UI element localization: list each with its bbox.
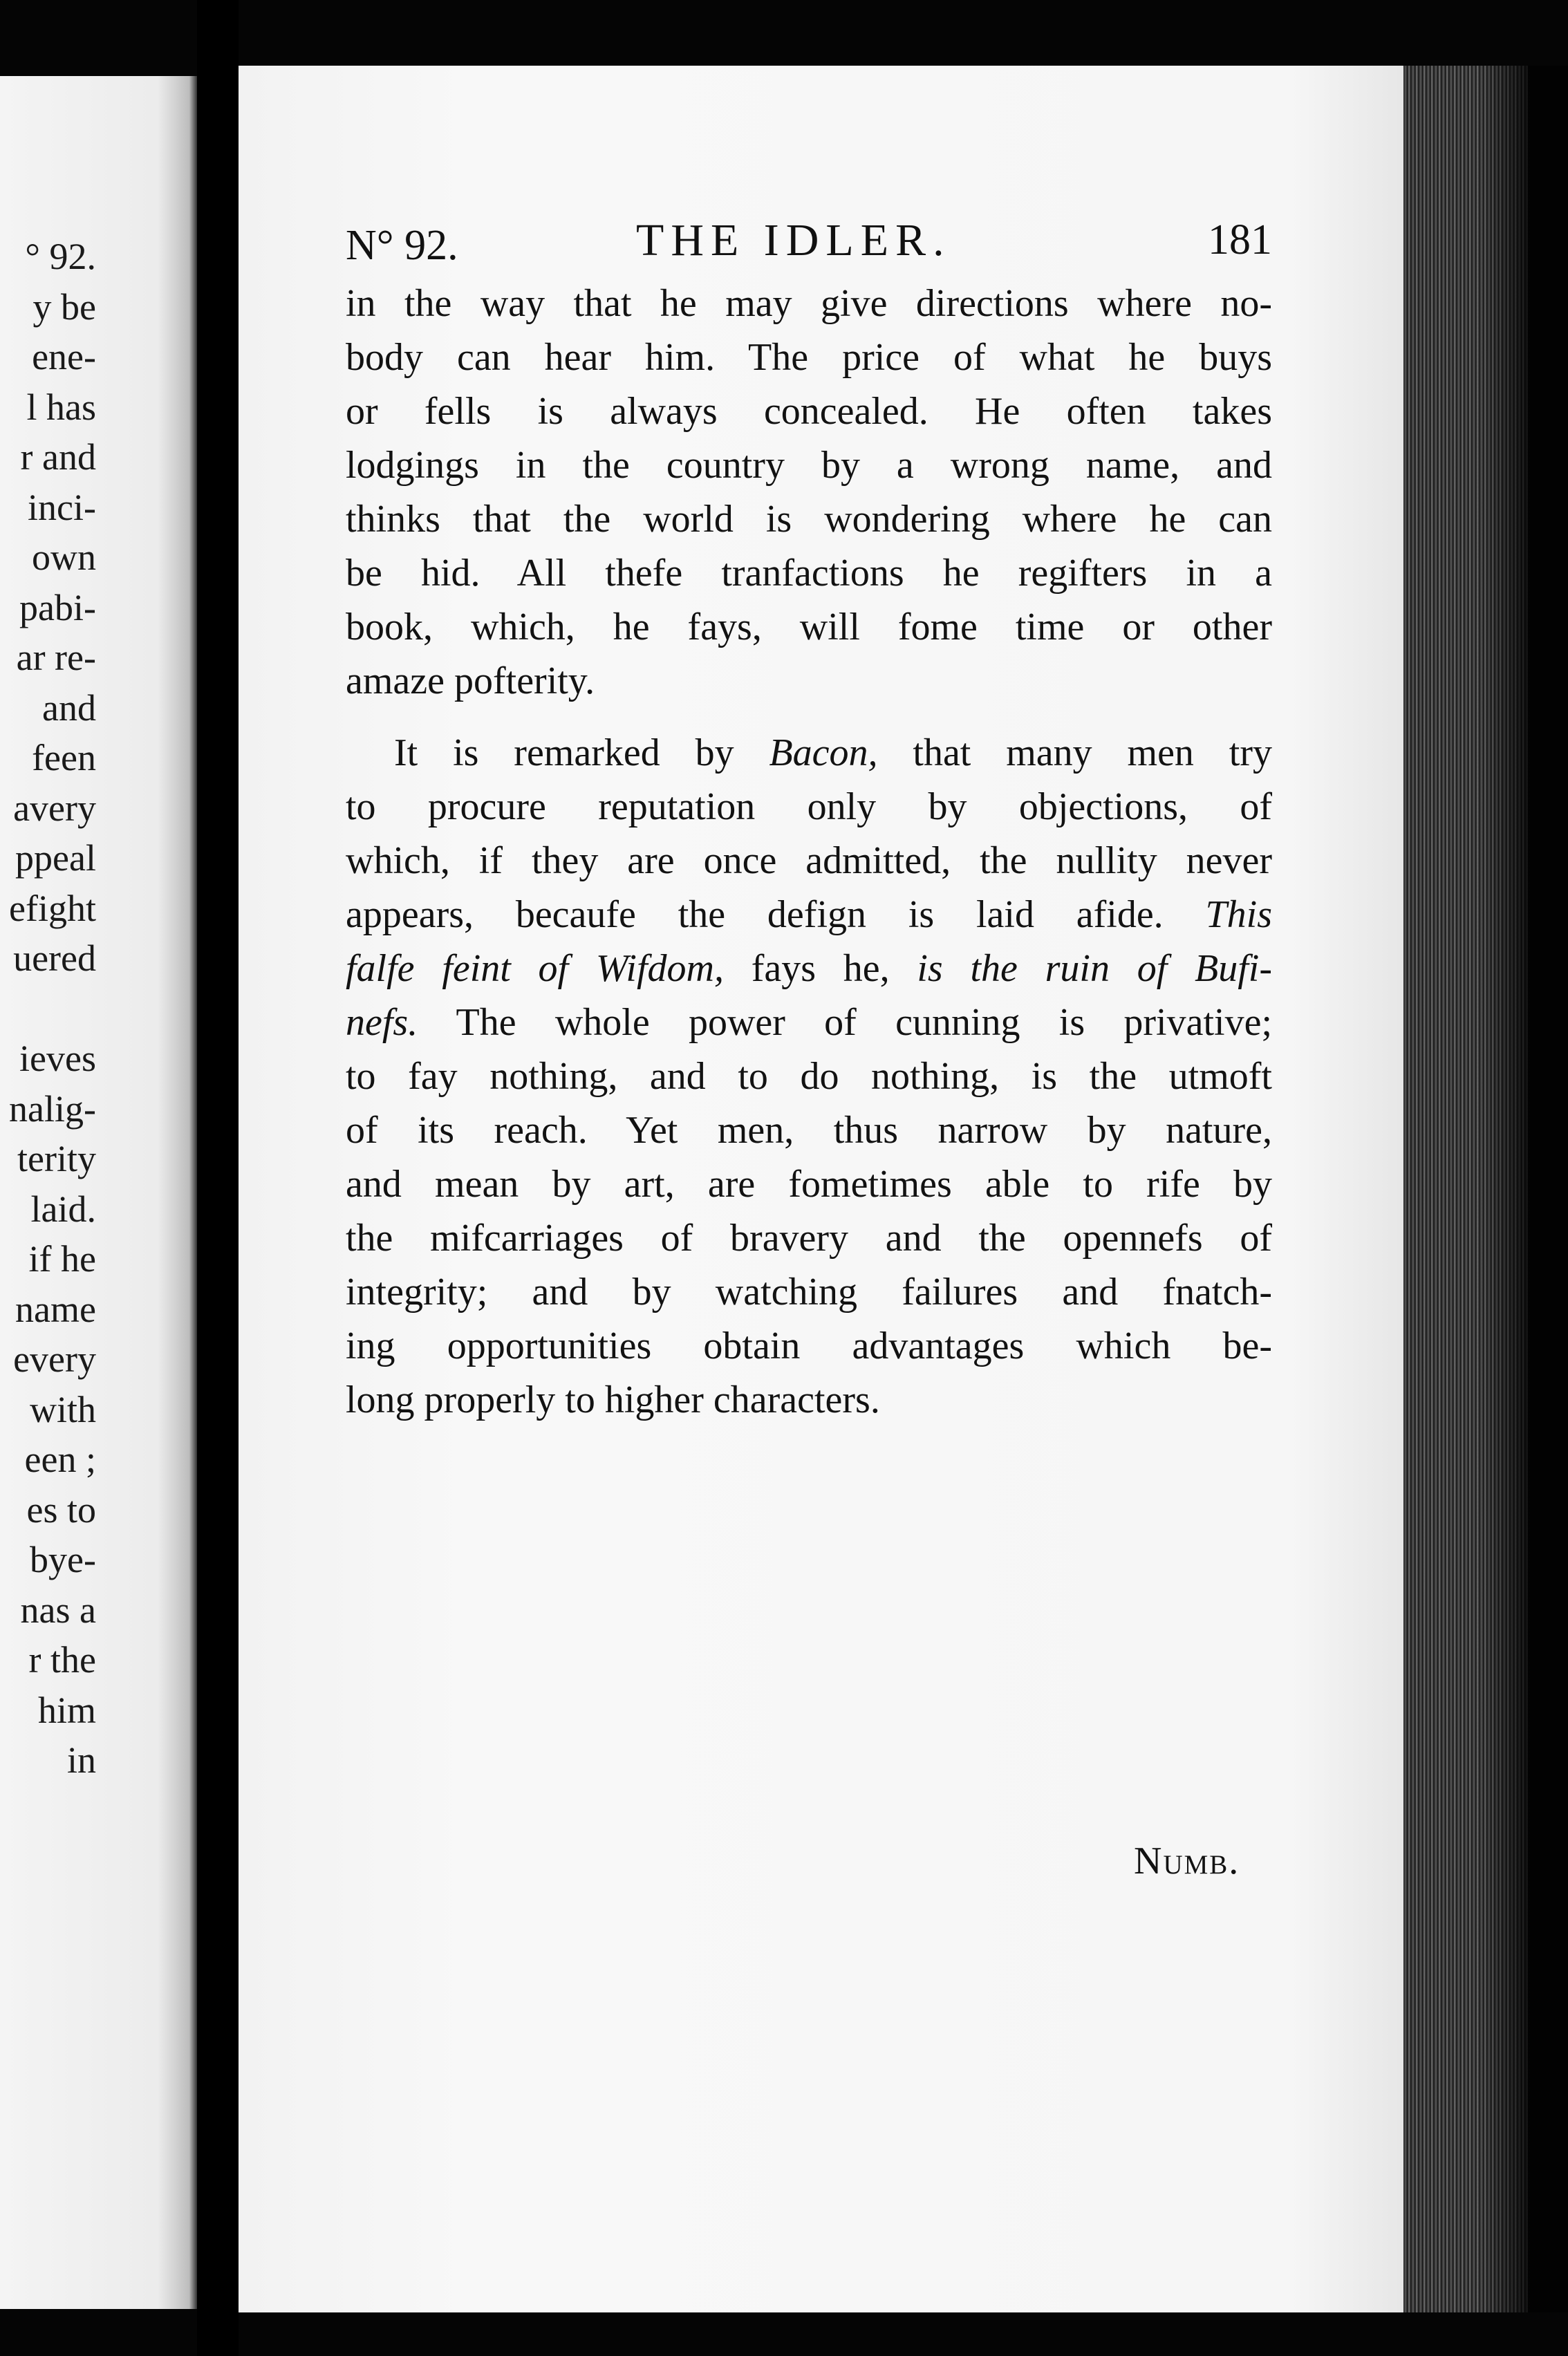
- left-page-line: in: [66, 1739, 96, 1781]
- text-run: body can hear him. The price of what he buys: [346, 336, 1272, 379]
- text-line: [346, 438, 1272, 492]
- text-run: or fells is always concealed. He often takes: [346, 390, 1272, 433]
- left-page-line: feen: [32, 737, 96, 778]
- left-page-line: bye-: [30, 1539, 96, 1580]
- left-page-line: ppeal: [15, 837, 96, 879]
- left-page-line: with: [29, 1388, 96, 1430]
- text-run: fays he,: [723, 947, 917, 990]
- text-run: the mifcarriages of bravery and the opennefs of: [346, 1217, 1272, 1260]
- left-page-line: laid.: [30, 1188, 96, 1230]
- left-page-line: l has: [26, 386, 96, 428]
- text-line: [346, 277, 1272, 330]
- book-gutter: [197, 0, 239, 2356]
- text-line: [346, 1211, 1272, 1265]
- text-run: amaze pofterity.: [346, 660, 595, 702]
- italic-run: nefs.: [346, 1001, 418, 1044]
- text-run: in the way that he may give directions where no-: [346, 282, 1272, 325]
- left-page-line: een ;: [24, 1439, 96, 1480]
- left-page-line: ene-: [32, 336, 96, 377]
- left-page-line: ieves: [19, 1038, 96, 1079]
- text-line: [346, 1319, 1272, 1373]
- left-page-line: him: [37, 1689, 96, 1731]
- text-line: [346, 888, 1272, 942]
- text-run: book, which, he fays, will fome time or other: [346, 606, 1272, 648]
- running-title: THE IDLER.: [636, 215, 951, 265]
- text-run: The whole power of cunning is privative;: [418, 1001, 1272, 1044]
- left-page-line: r the: [28, 1639, 96, 1681]
- text-run: of its reach. Yet men, thus narrow by nature,: [346, 1109, 1272, 1152]
- text-run: It is remarked by: [394, 731, 769, 774]
- left-page-line: own: [32, 536, 96, 578]
- page-content: [346, 207, 1272, 1427]
- text-line: [346, 1103, 1272, 1157]
- text-run: that many men try: [877, 731, 1272, 774]
- text-run: which, if they are once admitted, the nullity never: [346, 839, 1272, 882]
- left-page-line: avery: [13, 787, 96, 829]
- text-run: thinks that the world is wondering where he can: [346, 498, 1272, 541]
- text-run: to procure reputation only by objections, of: [346, 785, 1272, 828]
- running-head: [346, 207, 1272, 277]
- italic-run: is the ruin of Bufi-: [917, 947, 1272, 990]
- left-page-line: and: [42, 686, 96, 729]
- text-line: [346, 1049, 1272, 1103]
- left-page-line: terity: [17, 1138, 96, 1179]
- left-page-line: if he: [28, 1238, 96, 1280]
- text-line: [346, 600, 1272, 654]
- page-number: 181: [1208, 216, 1272, 263]
- text-line: [346, 546, 1272, 600]
- left-page-line: pabi-: [19, 586, 96, 628]
- paragraph-gap: [346, 708, 1272, 726]
- text-line: [346, 384, 1272, 438]
- text-run: integrity; and by watching failures and fnatch-: [346, 1271, 1272, 1313]
- paragraph: [346, 726, 1272, 1427]
- body-text: [346, 277, 1272, 1427]
- left-page-line: r and: [20, 436, 96, 478]
- left-page-line: uered: [13, 937, 96, 979]
- left-page-line: nas a: [20, 1589, 96, 1631]
- italic-run: falfe feint of Wifdom,: [346, 947, 724, 990]
- text-run: to fay nothing, and to do nothing, is the utmoft: [346, 1055, 1272, 1098]
- issue-number: N° 92.: [346, 222, 458, 269]
- left-page-line: every: [13, 1338, 96, 1380]
- text-run: ing opportunities obtain advantages which be-: [346, 1325, 1272, 1367]
- left-page-line: ar re-: [16, 637, 96, 678]
- left-page-line: efight: [9, 887, 96, 929]
- text-run: be hid. All thefe tranfactions he regifters in a: [346, 552, 1272, 595]
- text-line: [346, 1265, 1272, 1319]
- catchword: Numb.: [1134, 1840, 1240, 1882]
- text-line: [346, 1373, 1272, 1427]
- italic-run: This: [1205, 893, 1272, 936]
- left-page-line: inci-: [28, 486, 96, 528]
- text-line: [346, 330, 1272, 384]
- text-line: [346, 654, 1272, 708]
- text-run: long properly to higher characters.: [346, 1378, 880, 1421]
- text-line: [346, 995, 1272, 1049]
- left-page-line: y be: [32, 286, 96, 328]
- text-run: appears, becaufe the defign is laid afide.: [346, 893, 1206, 936]
- left-page: [0, 76, 197, 2309]
- left-page-line: es to: [26, 1488, 96, 1531]
- text-line: [346, 492, 1272, 546]
- text-line: [346, 780, 1272, 834]
- italic-run: Bacon,: [769, 731, 878, 774]
- paragraph: [346, 277, 1272, 708]
- left-page-line: nalig-: [9, 1087, 96, 1130]
- text-line: [346, 834, 1272, 888]
- text-run: lodgings in the country by a wrong name, and: [346, 444, 1272, 487]
- left-page-line: ° 92.: [25, 236, 96, 277]
- text-line: [346, 942, 1272, 995]
- text-line: [346, 726, 1272, 780]
- text-line: [346, 1157, 1272, 1211]
- page-edges-shadow: [1480, 66, 1568, 2312]
- left-page-line: name: [15, 1288, 96, 1330]
- text-run: and mean by art, are fometimes able to rife by: [346, 1163, 1272, 1206]
